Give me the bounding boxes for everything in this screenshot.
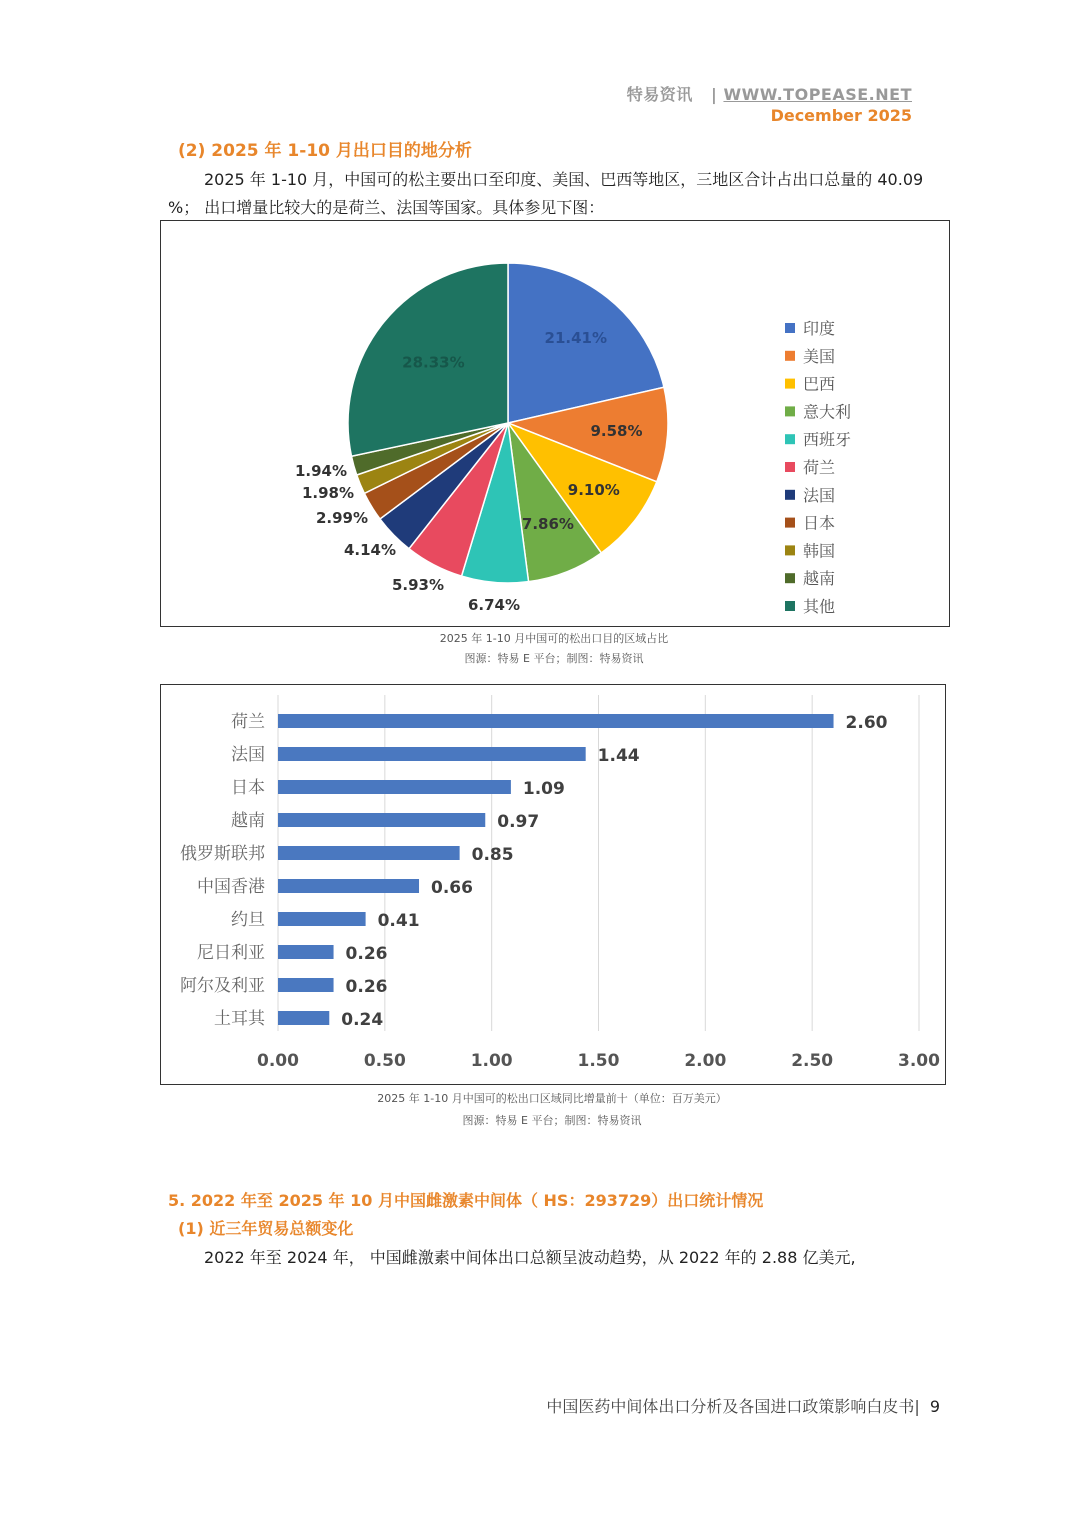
x-tick-label: 3.00 bbox=[898, 1051, 940, 1071]
bar-value-label: 0.26 bbox=[345, 944, 388, 964]
header-date: December 2025 bbox=[770, 106, 912, 125]
pie-chart bbox=[161, 221, 949, 626]
legend-item: 美国 bbox=[803, 346, 836, 366]
bar-value-label: 0.41 bbox=[377, 911, 420, 931]
pie-data-label: 5.93% bbox=[391, 576, 445, 594]
legend-swatch bbox=[785, 434, 795, 444]
x-tick-label: 0.50 bbox=[363, 1051, 406, 1071]
legend-item: 意大利 bbox=[803, 402, 852, 422]
footer-title: 中国医药中间体出口分析及各国进口政策影响白皮书| bbox=[546, 1397, 920, 1416]
pie-chart-frame bbox=[160, 220, 950, 627]
y-category-label: 土耳其 bbox=[214, 1009, 265, 1029]
bar-caption: 2025 年 1-10 月中国可的松出口区域同比增量前十（单位：百万美元） bbox=[377, 1092, 727, 1105]
legend-item: 印度 bbox=[803, 319, 836, 338]
y-category-label: 尼日利亚 bbox=[197, 943, 265, 963]
bar bbox=[278, 813, 485, 827]
pie-data-label: 21.41% bbox=[544, 328, 608, 347]
bar-value-label: 1.09 bbox=[522, 779, 565, 799]
bar bbox=[278, 846, 460, 860]
bar bbox=[278, 780, 511, 794]
legend-item: 西班牙 bbox=[803, 430, 852, 450]
legend-item: 越南 bbox=[803, 569, 836, 589]
bar bbox=[278, 714, 834, 728]
pie-data-label: 9.58% bbox=[590, 422, 643, 441]
pie-data-label: 4.14% bbox=[343, 541, 397, 559]
pie-data-label: 7.86% bbox=[521, 515, 574, 534]
bar-chart bbox=[161, 685, 945, 1084]
pie-data-label: 28.33% bbox=[402, 353, 465, 372]
legend-item: 巴西 bbox=[803, 374, 836, 394]
bar-chart-frame bbox=[160, 684, 946, 1085]
section5-paragraph: 2022 年至 2024 年， 中国雌激素中间体出口总额呈波动趋势，从 2022 年的 2.88 亿美元, bbox=[204, 1248, 856, 1267]
bar-value-label: 2.60 bbox=[845, 713, 888, 733]
bar-value-label: 1.44 bbox=[597, 746, 640, 766]
y-category-label: 中国香港 bbox=[197, 877, 265, 897]
brand-separator: | bbox=[711, 85, 718, 104]
bar bbox=[278, 747, 586, 761]
legend-item: 法国 bbox=[803, 485, 836, 505]
x-tick-label: 1.50 bbox=[577, 1051, 620, 1071]
bar-value-label: 0.26 bbox=[345, 977, 388, 997]
y-category-label: 俄罗斯联邦 bbox=[180, 844, 265, 864]
legend-item: 其他 bbox=[803, 597, 836, 616]
pie-source: 图源：特易 E 平台；制图：特易资讯 bbox=[464, 652, 644, 665]
bar bbox=[278, 912, 366, 926]
bar-value-label: 0.97 bbox=[497, 812, 540, 832]
legend-item: 日本 bbox=[803, 513, 836, 533]
y-category-label: 约旦 bbox=[231, 910, 265, 930]
legend-swatch bbox=[785, 351, 795, 361]
y-category-label: 阿尔及利亚 bbox=[180, 976, 265, 996]
legend-swatch bbox=[785, 545, 795, 555]
bar bbox=[278, 879, 419, 893]
legend-swatch bbox=[785, 323, 795, 333]
legend-swatch bbox=[785, 490, 795, 500]
legend-swatch bbox=[785, 462, 795, 472]
pie-data-label: 2.99% bbox=[315, 509, 369, 527]
y-category-label: 越南 bbox=[231, 811, 265, 831]
legend-item: 荷兰 bbox=[803, 458, 836, 477]
bar bbox=[278, 1011, 329, 1025]
legend-swatch bbox=[785, 601, 795, 611]
y-category-label: 荷兰 bbox=[231, 712, 265, 732]
legend-item: 韩国 bbox=[803, 541, 836, 561]
legend-swatch bbox=[785, 406, 795, 416]
x-tick-label: 2.50 bbox=[791, 1051, 834, 1071]
y-category-label: 日本 bbox=[231, 778, 265, 798]
y-category-label: 法国 bbox=[231, 745, 265, 765]
legend-swatch bbox=[785, 573, 795, 583]
pie-data-label: 6.74% bbox=[467, 596, 521, 614]
bar-source: 图源：特易 E 平台；制图：特易资讯 bbox=[462, 1114, 642, 1127]
bar bbox=[278, 945, 334, 959]
section-title: (2) 2025 年 1-10 月出口目的地分析 bbox=[178, 141, 472, 161]
brand-name: 特易资讯 bbox=[626, 85, 693, 104]
pie-data-label: 1.94% bbox=[294, 462, 348, 480]
pie-caption: 2025 年 1-10 月中国可的松出口目的区域占比 bbox=[439, 632, 669, 645]
header-brand bbox=[627, 82, 912, 105]
legend-swatch bbox=[785, 379, 795, 389]
x-tick-label: 1.00 bbox=[470, 1051, 513, 1071]
x-tick-label: 0.00 bbox=[257, 1051, 299, 1071]
bar bbox=[278, 978, 334, 992]
page-number: 9 bbox=[929, 1397, 940, 1416]
x-tick-label: 2.00 bbox=[684, 1051, 727, 1071]
pie-data-label: 9.10% bbox=[567, 480, 620, 499]
page-footer bbox=[546, 1394, 940, 1417]
section5-subtitle: (1) 近三年贸易总额变化 bbox=[178, 1219, 354, 1238]
legend-swatch bbox=[785, 518, 795, 528]
bar-value-label: 0.85 bbox=[471, 845, 514, 865]
bar-value-label: 0.24 bbox=[341, 1010, 384, 1030]
section5-title: 5. 2022 年至 2025 年 10 月中国雌激素中间体（ HS：293729）出口统计情况 bbox=[168, 1191, 764, 1210]
bar-value-label: 0.66 bbox=[431, 878, 473, 898]
pie-data-label: 1.98% bbox=[301, 484, 355, 502]
intro-paragraph: 2025 年 1-10 月，中国可的松主要出口至印度、美国、巴西等地区，三地区合计占出口总量的 40.09 %； 出口增量比较大的是荷兰、法国等国家。具体参见下图： bbox=[168, 170, 924, 217]
brand-url-link[interactable]: WWW.TOPEASE.NET bbox=[723, 85, 912, 104]
